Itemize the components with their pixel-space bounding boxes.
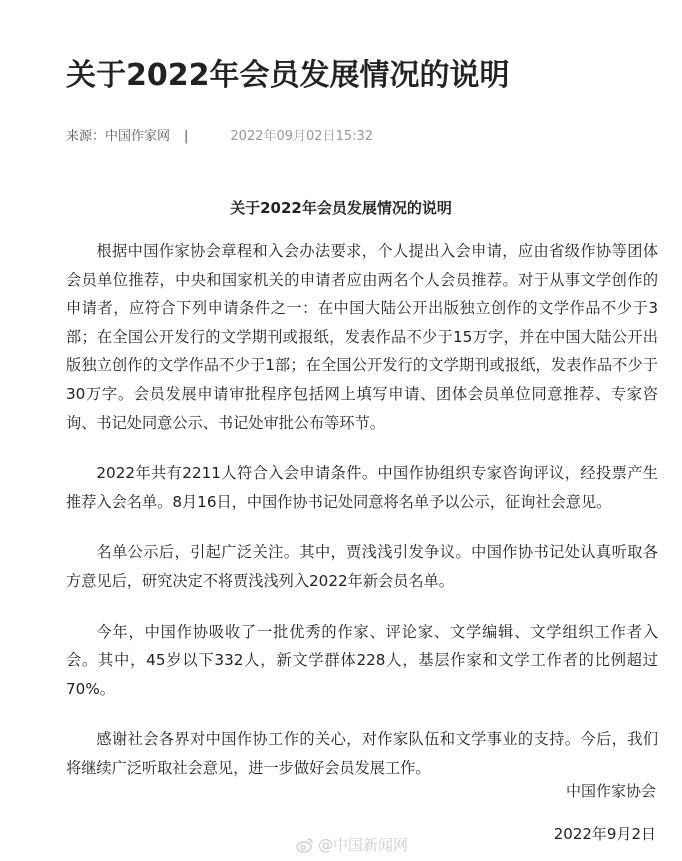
paragraph: 今年，中国作协吸收了一批优秀的作家、评论家、文学编辑、文学组织工作者入会。其中，45岁以下332人，新文学群体228人，基层作家和文学工作者的比例超过70%。 — [66, 622, 658, 698]
article-body — [66, 237, 658, 805]
publish-time: 2022年09月02日15:32 — [230, 129, 374, 144]
article-title: 关于2022年会员发展情况的说明 — [230, 199, 452, 217]
source-label: 来源：中国作家网 — [66, 129, 171, 144]
signature: 中国作家协会 — [565, 782, 656, 800]
watermark — [296, 834, 408, 855]
page-title: 关于2022年会员发展情况的说明 — [66, 58, 510, 94]
watermark-text: @中国新闻网 — [318, 836, 409, 854]
signature-date: 2022年9月2日 — [553, 825, 656, 843]
meta-separator: | — [184, 129, 189, 144]
weibo-icon — [296, 837, 314, 853]
paragraph: 名单公示后，引起广泛关注。其中，贾浅浅引发争议。中国作协书记处认真听取各方意见后，研究决定不将贾浅浅列入2022年新会员名单。 — [66, 543, 658, 590]
article-meta — [66, 125, 373, 144]
paragraph: 2022年共有2211人符合入会申请条件。中国作协组织专家咨询评议，经投票产生推荐入会名单。8月16日，中国作协书记处同意将名单予以公示，征询社会意见。 — [66, 464, 658, 511]
paragraph: 感谢社会各界对中国作协工作的关心，对作家队伍和文学事业的支持。今后，我们将继续广泛听取社会意见，进一步做好会员发展工作。 — [66, 730, 658, 777]
paragraph: 根据中国作家协会章程和入会办法要求，个人提出入会申请，应由省级作协等团体会员单位推荐，中央和国家机关的申请者应由两名个人会员推荐。对于从事文学创作的申请者，应符合下列申请条件之一：在中国大陆公开出版独立创作的文学作品不少于3部；在全国公开发行的文学期刊或报纸，发表作品不少于15万字，并在中国大陆公开出版独立创作的文学作品不少于1部；在全国公开发行的文学期刊或报纸，发表作品不少于30万字。会员发展申请审批程序包括网上填写申请、团体会员单位同意推荐、专家咨询、书记处同意公示、书记处审批公布等环节。 — [66, 242, 658, 432]
